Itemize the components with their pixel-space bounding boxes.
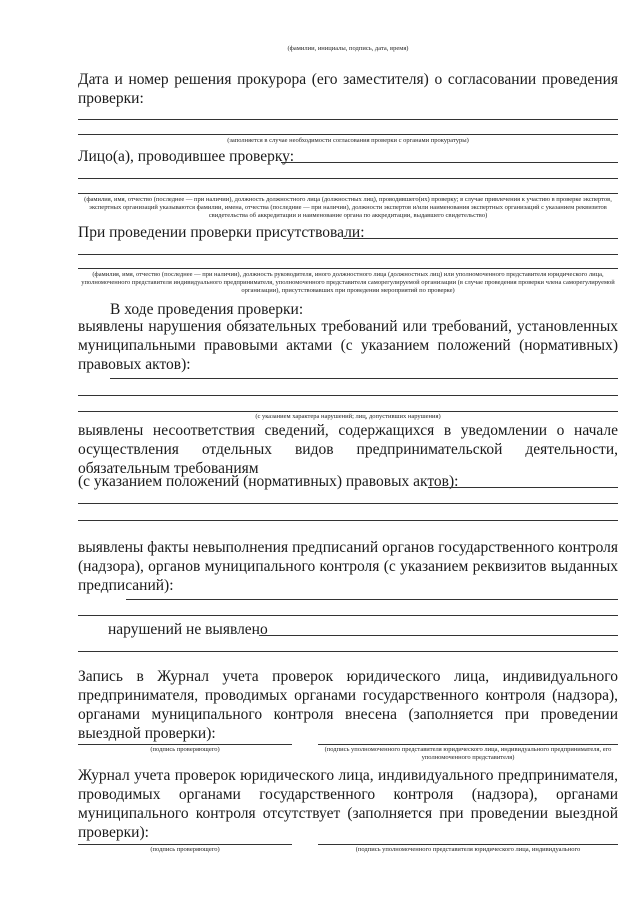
violations-text: выявлены нарушения обязательных требований или требований, установленных муниципальными правовыми актами (с указанием положений (нормативных) правовых актов):: [78, 318, 618, 373]
present-line-2[interactable]: [78, 268, 618, 269]
inspector-caption: (фамилия, имя, отчество (последнее — при наличии), должность должностного лица (должностных лиц), проводившего(их) проверку; в случае привлечения к участию в проверке экспертов, экспертных организаций указываются фамилии, имена, отчества (последние — при наличии), должности экспертов и/или наименования экспертных организаций с указанием реквизитов свидетельства об аккредитации и наименование органа по аккредитации, выдавшего свидетельство): [84, 196, 612, 219]
journal-entry-inspector-signature[interactable]: [78, 744, 292, 745]
mismatch-line-2[interactable]: [78, 520, 618, 521]
present-field[interactable]: [343, 238, 618, 239]
journal-entry-text: Запись в Журнал учета проверок юридического лица, индивидуального предпринимателя, проводимых органами государственного контроля (надзора), органами муниципального контроля внесена (заполняется при проведении выездной проверки):: [78, 668, 618, 742]
present-label: При проведении проверки присутствовали:: [78, 224, 365, 241]
journal-absent-text: Журнал учета проверок юридического лица, индивидуального предпринимателя, проводимых органами государственного контроля (надзора), органами муниципального контроля отсутствует (заполняется при проведении выездной проверки):: [78, 767, 618, 841]
journal-absent-inspector-signature[interactable]: [78, 844, 292, 845]
orders-line-1[interactable]: [126, 599, 618, 600]
no-violations-line[interactable]: [78, 651, 618, 652]
mismatch-label: (с указанием положений (нормативных) правовых актов):: [78, 473, 459, 490]
top-caption: (фамилии, инициалы, подпись, дата, время): [287, 45, 409, 52]
prosecutor-decision-text: Дата и номер решения прокурора (его заместителя) о согласовании проведения проверки:: [78, 71, 618, 107]
no-violations-label: нарушений не выявлено: [108, 621, 268, 638]
journal-absent-sig-left-caption: (подпись проверяющего): [150, 846, 220, 853]
during-heading: В ходе проведения проверки:: [110, 301, 304, 318]
violations-caption: (с указанием характера нарушений; лиц, допустивших нарушения): [255, 413, 441, 420]
journal-absent-representative-signature[interactable]: [318, 844, 618, 845]
present-caption: (фамилия, имя, отчество (последнее — при наличии), должность руководителя, иного должностного лица (должностных лиц) или уполномоченного представителя юридического лица, уполномоченного представителя индивидуального предпринимателя, уполномоченного представителя саморегулируемой организации (в случае проведения проверки члена саморегулируемой организации), присутствовавших при проведении мероприятий по проверке): [81, 271, 615, 294]
prosecutor-line-2[interactable]: [78, 134, 618, 135]
present-line-1[interactable]: [78, 254, 618, 255]
violations-line-2[interactable]: [78, 395, 618, 396]
orders-text: выявлены факты невыполнения предписаний органов государственного контроля (надзора), органов муниципального контроля (с указанием реквизитов выданных предписаний):: [78, 539, 618, 594]
journal-absent-sig-right-caption: (подпись уполномоченного представителя юридического лица, индивидуального: [355, 846, 581, 853]
prosecutor-caption: (заполняется в случае необходимости согласования проверки с органами прокуратуры): [227, 137, 469, 144]
mismatch-field[interactable]: [428, 487, 618, 488]
journal-entry-sig-left-caption: (подпись проверяющего): [150, 746, 220, 753]
violations-line-3[interactable]: [78, 411, 618, 412]
inspector-field[interactable]: [281, 162, 618, 163]
inspector-label: Лицо(а), проводившее проверку:: [78, 148, 295, 165]
journal-entry-representative-signature[interactable]: [318, 744, 618, 745]
violations-line-1[interactable]: [110, 378, 618, 379]
inspector-line-1[interactable]: [78, 178, 618, 179]
prosecutor-line-1[interactable]: [78, 119, 618, 120]
no-violations-field[interactable]: [259, 635, 618, 636]
mismatch-text: выявлены несоответствия сведений, содержащихся в уведомлении о начале осуществления отдельных видов предпринимательской деятельности, обязательным требованиям: [78, 422, 618, 477]
mismatch-line-1[interactable]: [78, 503, 618, 504]
journal-entry-sig-right-caption: (подпись уполномоченного представителя юридического лица, индивидуального предпринимателя, его уполномоченного представителя): [324, 746, 612, 761]
orders-line-2[interactable]: [78, 615, 618, 616]
inspector-line-2[interactable]: [78, 193, 618, 194]
